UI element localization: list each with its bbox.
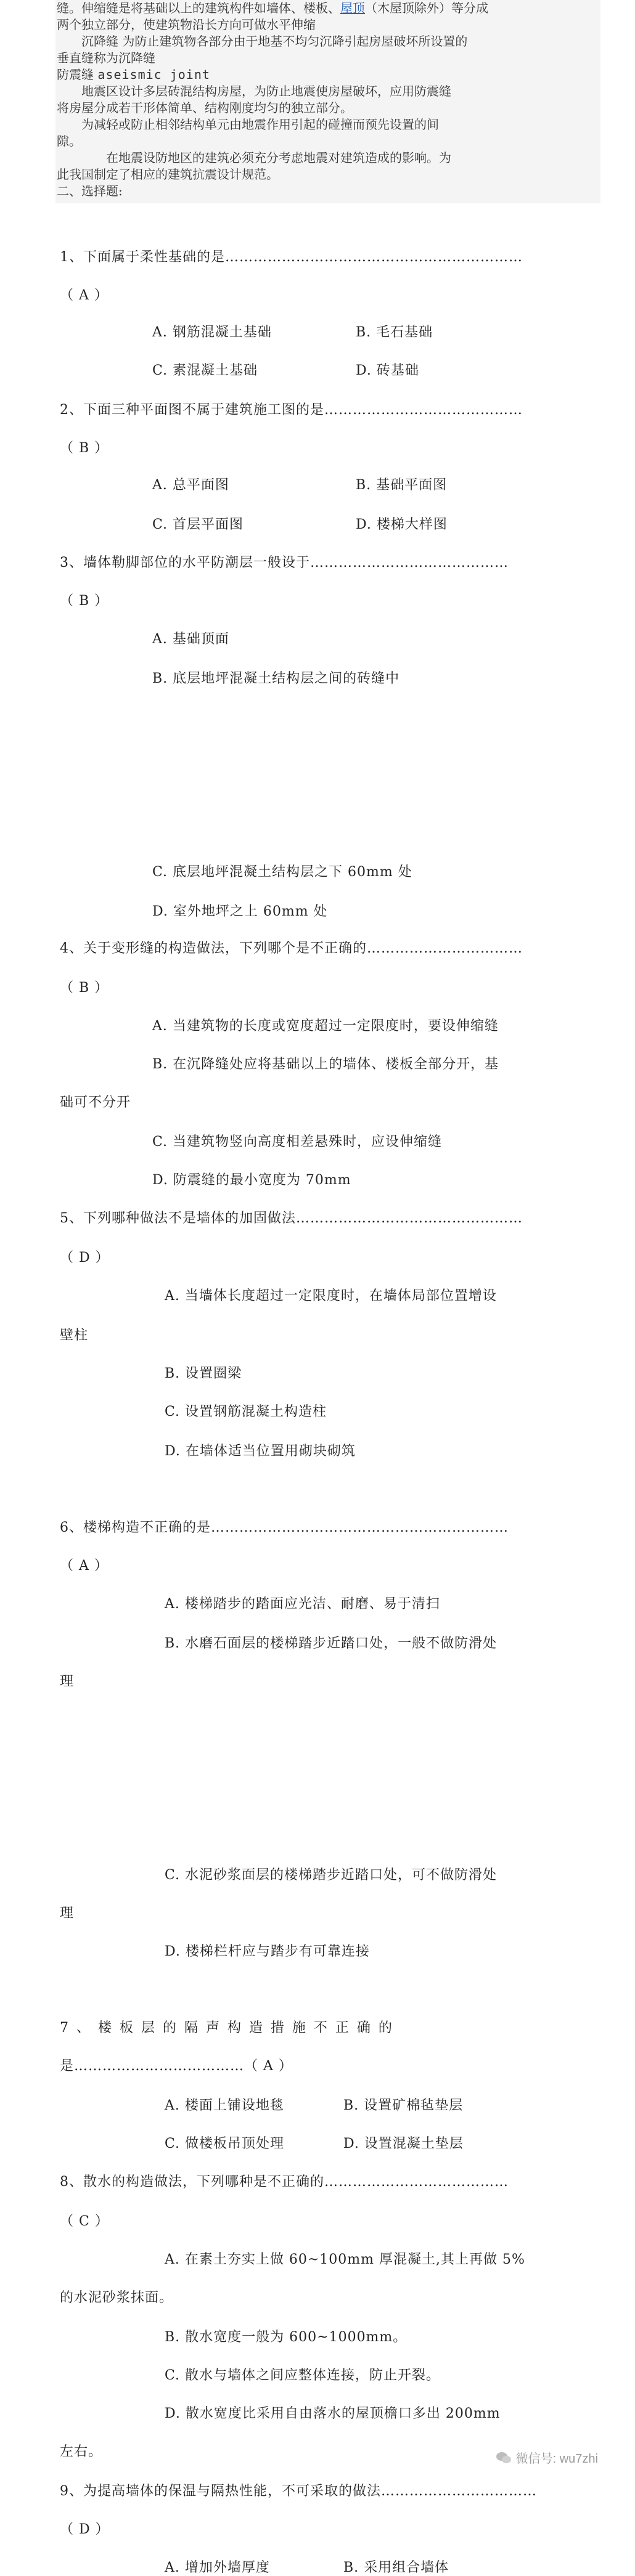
question-4-stem: 4、关于变形缝的构造做法，下列哪个是不正确的…………………………… xyxy=(60,941,523,956)
question-6-option-b-line-1: B. 水磨石面层的楼梯踏步近踏口处，一般不做防滑处 xyxy=(165,1636,498,1651)
question-1-option-b: B. 毛石基础 xyxy=(356,325,433,340)
question-9-option-b: B. 采用组合墙体 xyxy=(343,2560,449,2575)
question-4-option-b-line-2: 础可不分开 xyxy=(60,1095,131,1110)
wechat-id-label: 微信号: wu7zhi xyxy=(515,2452,598,2466)
question-6-option-a: A. 楼梯踏步的踏面应光洁、耐磨、易于清扫 xyxy=(165,1596,440,1612)
question-7-stem-line-1: 7 、 楼 板 层 的 隔 声 构 造 措 施 不 正 确 的 xyxy=(60,2020,394,2036)
question-4-option-b-line-1: B. 在沉降缝处应将基础以上的墙体、楼板全部分开，基 xyxy=(152,1057,499,1072)
question-3-option-d: D. 室外地坪之上 60mm 处 xyxy=(152,904,328,919)
question-1-stem: 1、下面属于柔性基础的是……………………………………………………… xyxy=(60,250,523,265)
top-line-3: 沉降缝 为防止建筑物各部分由于地基不均匀沉降引起房屋破坏所设置的 xyxy=(81,34,468,49)
question-2-answer: （ B ） xyxy=(60,441,109,456)
question-1-option-c: C. 素混凝土基础 xyxy=(152,363,258,378)
question-5-stem: 5、下列哪种做法不是墙体的加固做法………………………………………… xyxy=(60,1211,523,1226)
question-1-option-d: D. 砖基础 xyxy=(356,363,419,378)
question-8-option-d-line-1: D. 散水宽度比采用自由落水的屋顶檐口多出 200mm xyxy=(165,2406,501,2421)
roof-link[interactable]: 屋顶 xyxy=(340,1,365,15)
question-5-option-b: B. 设置圈梁 xyxy=(165,1366,242,1381)
top-line-10: 在地震设防地区的建筑必须充分考虑地震对建筑造成的影响。为 xyxy=(106,150,451,165)
question-6-stem: 6、楼梯构造不正确的是……………………………………………………… xyxy=(60,1520,509,1535)
question-6-option-b-line-2: 理 xyxy=(60,1674,75,1689)
question-8-option-b: B. 散水宽度一般为 600~1000mm。 xyxy=(165,2330,408,2345)
question-2-stem: 2、下面三种平面图不属于建筑施工图的是…………………………………… xyxy=(60,402,523,418)
question-4-option-a: A. 当建筑物的长度或宽度超过一定限度时，要设伸缩缝 xyxy=(152,1018,499,1034)
question-8-answer: （ C ） xyxy=(60,2214,109,2229)
question-3-answer: （ B ） xyxy=(60,593,109,609)
question-3-option-a: A. 基础顶面 xyxy=(152,632,229,647)
question-8-option-a-line-2: 的水泥砂浆抹面。 xyxy=(60,2290,174,2306)
question-4-option-d: D. 防震缝的最小宽度为 70mm xyxy=(152,1172,351,1188)
aseismic-term: aseismic joint xyxy=(97,67,210,82)
question-8-stem: 8、散水的构造做法，下列哪种是不正确的………………………………… xyxy=(60,2174,509,2190)
top-line-11: 此我国制定了相应的建筑抗震设计规范。 xyxy=(57,167,279,182)
question-5-option-c: C. 设置钢筋混凝土构造柱 xyxy=(165,1404,327,1420)
question-6-option-c-line-1: C. 水泥砂浆面层的楼梯踏步近踏口处，可不做防滑处 xyxy=(165,1867,498,1883)
wechat-icon xyxy=(496,2451,512,2464)
top-line-7: 将房屋分成若干形体简单、结构刚度均匀的独立部分。 xyxy=(57,100,353,115)
question-7-option-a: A. 楼面上铺设地毯 xyxy=(165,2098,284,2113)
question-3-option-c: C. 底层地坪混凝土结构层之下 60mm 处 xyxy=(152,864,412,880)
question-5-option-a-line-2: 壁柱 xyxy=(60,1328,89,1343)
top-line-4: 垂直缝称为沉降缝 xyxy=(57,51,155,65)
section-heading: 二、选择题: xyxy=(57,184,123,198)
question-6-option-c-line-2: 理 xyxy=(60,1906,75,1921)
top-line-1: 缝。伸缩缝是将基础以上的建筑构件如墙体、楼板、屋顶（木屋顶除外）等分成 xyxy=(57,1,488,15)
top-line-8: 为减轻或防止相邻结构单元由地震作用引起的碰撞而预先设置的间 xyxy=(81,117,439,132)
question-2-option-d: D. 楼梯大样图 xyxy=(356,517,448,532)
question-8-option-c: C. 散水与墙体之间应整体连接，防止开裂。 xyxy=(165,2368,441,2383)
question-8-option-d-line-2: 左右。 xyxy=(60,2444,103,2460)
top-line-9: 隙。 xyxy=(57,134,81,148)
question-1-option-a: A. 钢筋混凝土基础 xyxy=(152,325,272,340)
question-4-option-c: C. 当建筑物竖向高度相差悬殊时，应设伸缩缝 xyxy=(152,1134,443,1150)
question-2-option-a: A. 总平面图 xyxy=(152,477,229,493)
question-9-stem: 9、为提高墙体的保温与隔热性能，不可采取的做法…………………………… xyxy=(60,2484,537,2499)
question-2-option-c: C. 首层平面图 xyxy=(152,517,244,532)
question-9-answer: （ D ） xyxy=(60,2522,110,2537)
question-6-answer: （ A ） xyxy=(60,1558,109,1574)
question-7-option-b: B. 设置矿棉毡垫层 xyxy=(343,2098,464,2113)
question-4-answer: （ B ） xyxy=(60,980,109,996)
top-text-block xyxy=(57,0,599,200)
question-3-stem: 3、墙体勒脚部位的水平防潮层一般设于…………………………………… xyxy=(60,555,509,571)
top-line-2: 两个独立部分，使建筑物沿长方向可做水平伸缩 xyxy=(57,17,316,32)
question-9-option-a: A. 增加外墙厚度 xyxy=(165,2560,270,2575)
question-7-stem-line-2: 是………………………………（ A ） xyxy=(60,2058,293,2074)
question-5-option-a-line-1: A. 当墙体长度超过一定限度时，在墙体局部位置增设 xyxy=(165,1288,497,1304)
question-5-answer: （ D ） xyxy=(60,1250,110,1266)
question-6-option-d: D. 楼梯栏杆应与踏步有可靠连接 xyxy=(165,1944,370,1959)
wechat-watermark xyxy=(496,2448,598,2466)
question-3-option-b: B. 底层地坪混凝土结构层之间的砖缝中 xyxy=(152,671,400,686)
question-1-answer: （ A ） xyxy=(60,288,109,303)
question-2-option-b: B. 基础平面图 xyxy=(356,477,448,493)
question-5-option-d: D. 在墙体适当位置用砌块砌筑 xyxy=(165,1444,356,1459)
question-7-option-c: C. 做楼板吊顶处理 xyxy=(165,2136,285,2151)
top-line-5: 防震缝 aseismic joint xyxy=(57,67,210,82)
question-7-option-d: D. 设置混凝土垫层 xyxy=(343,2136,464,2151)
top-line-6: 地震区设计多层砖混结构房屋，为防止地震使房屋破坏，应用防震缝 xyxy=(81,84,451,99)
question-8-option-a-line-1: A. 在素土夯实上做 60~100mm 厚混凝土,其上再做 5% xyxy=(165,2252,525,2267)
